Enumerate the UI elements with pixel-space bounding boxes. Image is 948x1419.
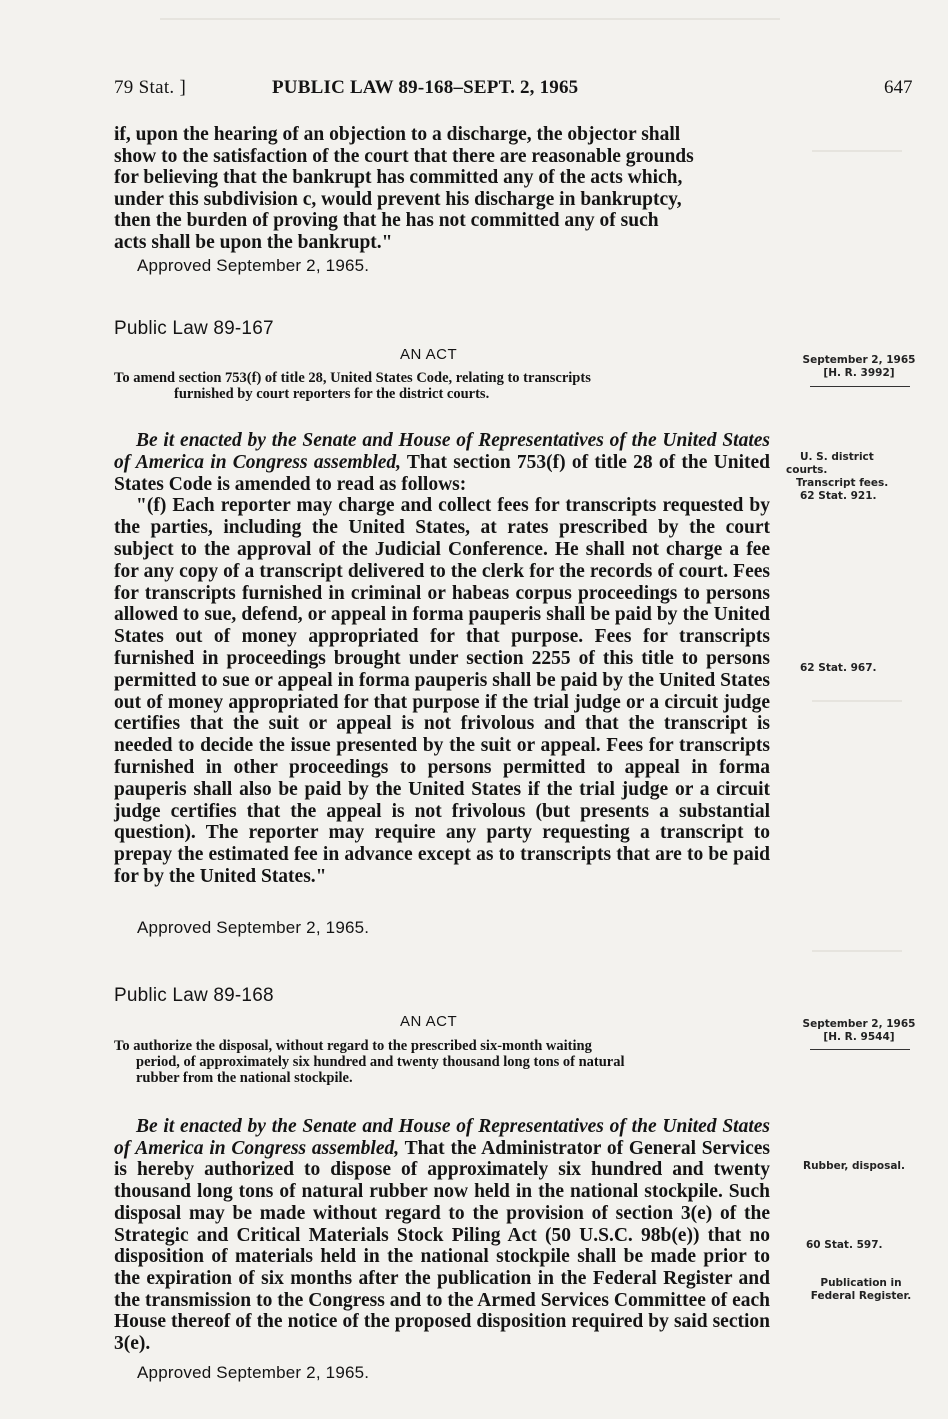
carryover-line: acts shall be upon the bankrupt." [114,231,393,253]
purpose-line: To amend section 753(f) of title 28, United States Code, relating to transcripts [114,370,591,386]
margin-note-publication [798,1277,924,1303]
carryover-line: if, upon the hearing of an objection to a discharge, the objector shall [114,124,681,145]
margin-bill: [H. R. 3992] [823,367,895,379]
margin-line: Federal Register. [810,1290,912,1302]
carryover-line: then the burden of proving that he has not committed any of such [114,210,659,232]
an-act-heading: AN ACT [400,346,458,363]
purpose-line: furnished by court reporters for the district courts. [174,386,490,402]
purpose-line: rubber from the national stockpile. [136,1070,353,1086]
carryover-line: under this subdivision c, would prevent his discharge in bankruptcy, [114,188,682,210]
margin-rule [810,1049,910,1050]
margin-note-rubber: Rubber, disposal. [803,1160,906,1172]
margin-date-note [796,354,922,380]
page-number: 647 [884,77,913,98]
margin-line: courts. [786,464,828,476]
margin-stat-citation: 60 Stat. 597. [806,1239,883,1251]
enacting-clause [114,430,770,888]
amended-text: "(f) Each reporter may charge and collect fees for transcripts requested by the parties, including the United States, at rates prescribed by the court subject to the approval of the Judicial Conference. He shall not charge a fee for any copy of a transcript delivered to the clerk for the records of court. Fees for transcripts furnished in criminal or habeas corpus proceedings to persons allowed to sue, defend, or appeal in forma pauperis shall be paid by the United States out of money appropriated for that purpose. Fees for transcripts furnished in proceedings brought under section 2255 of this title to persons permitted to sue or appeal in forma pauperis shall be paid by the United States out of money appropriated for that purpose if the trial judge or a circuit judge certifies that the suit or appeal is not frivolous and that the transcript is needed to decide the issue presented by the suit or appeal. Fees for transcripts furnished in other proceedings to persons permitted to appeal in forma pauperis shall also be paid by the United States if the trial judge or a circuit judge certifies that the appeal is not frivolous (but presents a substantial question). The reporter may require any party requesting a transcript to prepay the estimated fee in advance except as to transcripts that are to be paid for by the United States." [114,495,770,887]
an-act-heading: AN ACT [400,1013,458,1030]
enacting-rest: That the Administrator of General Services is hereby authorized to dispose of approximately six hundred and twenty thousand long tons of natural rubber now held in the national stockpile. Such disposal may be made without regard to the provision of section 3(e) of the Strategic and Critical Materials Stock Piling Act (50 U.S.C. 98b(e)) that no disposition of materials held in the national stockpile shall be made prior to the expiration of six months after the publication in the Federal Register and the transmission to the Congress and to the Armed Services Committee of each House thereof of the notice of the proposed disposition required by said section 3(e). [114,1137,771,1355]
carryover-text [114,124,770,254]
act-purpose [114,1038,770,1086]
margin-bill: [H. R. 9544] [823,1031,895,1043]
bleed-through-mark [160,18,780,20]
approved-date: Approved September 2, 1965. [137,918,370,937]
enacting-rest: That section 753(f) of title 28 of the United States Code is amended to read as follows: [114,451,770,495]
bleed-through-mark [812,950,902,952]
purpose-line: period, of approximately six hundred and twenty thousand long tons of natural [136,1054,625,1070]
margin-note-courts [786,451,930,503]
header-title: PUBLIC LAW 89-168–SEPT. 2, 1965 [272,77,579,98]
margin-date-note [796,1018,922,1044]
bleed-through-mark [812,700,902,702]
margin-line: U. S. district [800,451,874,463]
margin-rule [810,386,910,387]
carryover-line: for believing that the bankrupt has committed any of the acts which, [114,167,683,189]
enacting-formula: Be it enacted by the Senate and House of Representatives of the United States of America in Congress assembled, [114,430,770,473]
enacting-formula: Be it enacted by the Senate and House of Representatives of the United States of America in Congress assembled, [114,1116,770,1159]
public-law-label: Public Law 89-167 [114,318,274,339]
margin-stat-citation: 62 Stat. 967. [800,662,877,674]
carryover-line: show to the satisfaction of the court that there are reasonable grounds [114,145,694,167]
margin-line: 62 Stat. 921. [800,490,877,502]
approved-date: Approved September 2, 1965. [137,256,370,275]
purpose-line: To authorize the disposal, without regard to the prescribed six-month waiting [114,1038,592,1054]
margin-line: Publication in [820,1277,902,1289]
approved-date: Approved September 2, 1965. [137,1363,370,1382]
enacting-paragraph [114,1116,770,1355]
enacting-clause [114,1116,770,1355]
header-volume: 79 Stat. ] [114,77,187,98]
bleed-through-mark [812,150,902,152]
margin-line: Transcript fees. [796,477,889,489]
public-law-label: Public Law 89-168 [114,985,274,1006]
margin-date: September 2, 1965 [802,1018,916,1030]
margin-date: September 2, 1965 [802,354,916,366]
act-purpose [114,370,770,402]
enacting-paragraph [114,430,770,495]
